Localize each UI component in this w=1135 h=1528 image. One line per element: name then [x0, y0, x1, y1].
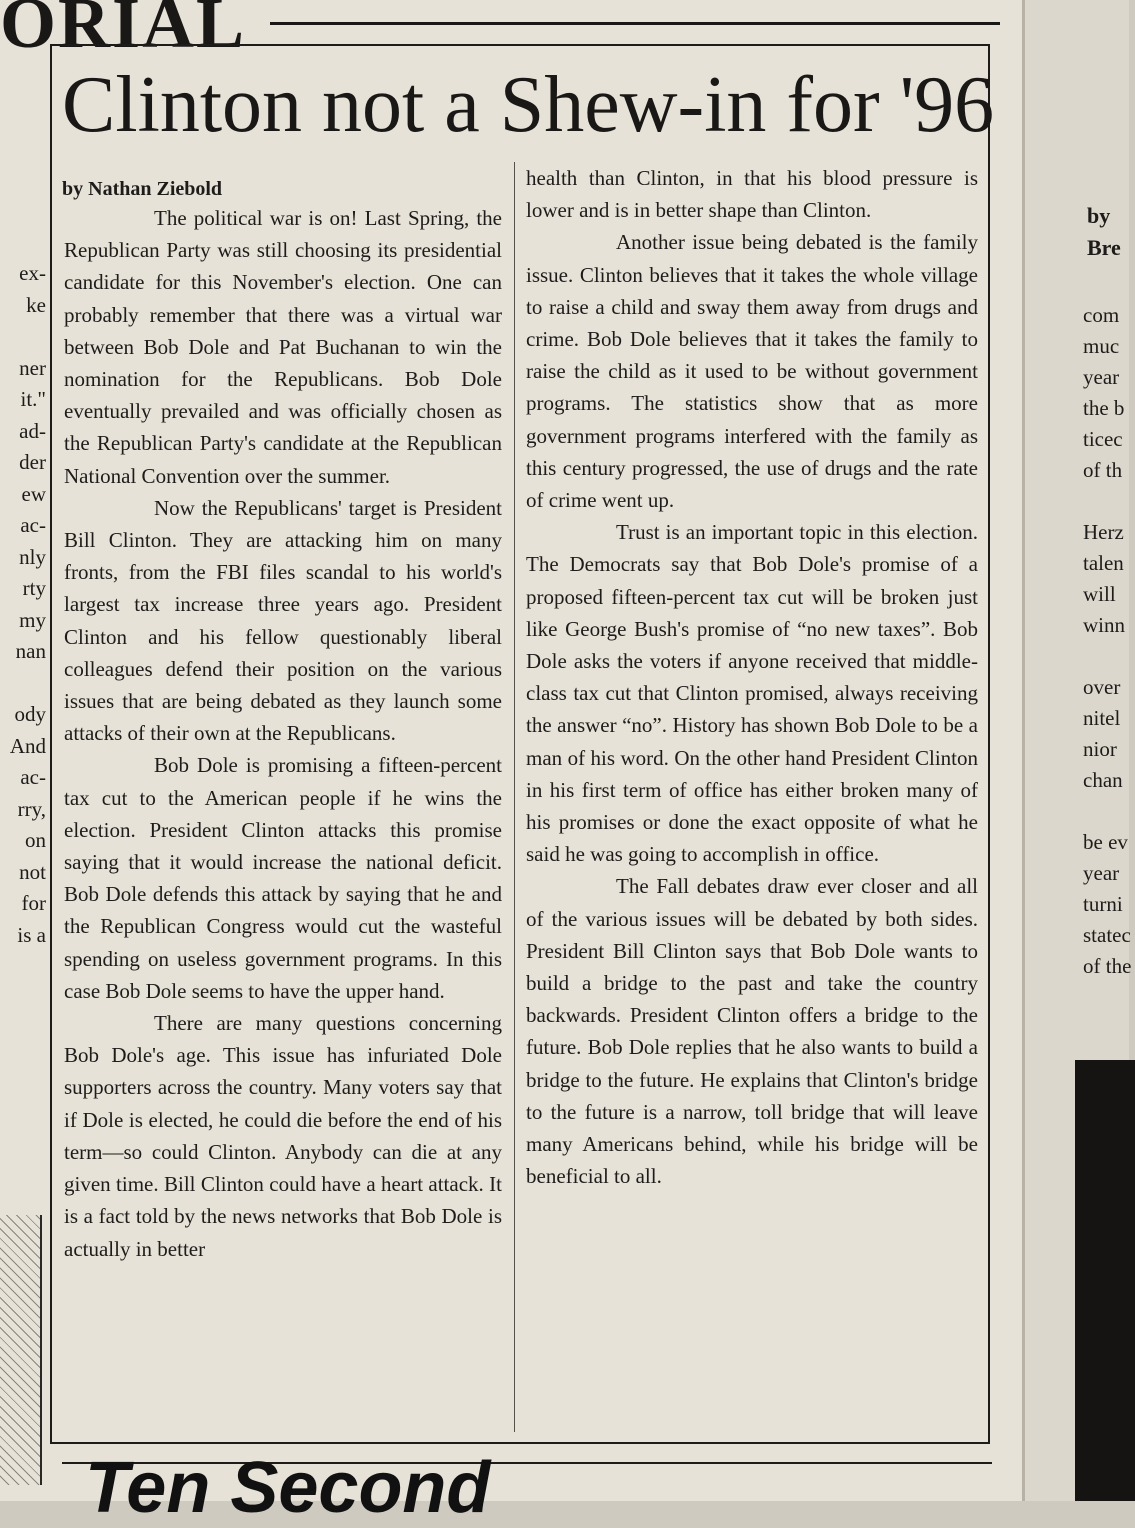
text-fragment	[1083, 486, 1131, 517]
text-fragment: it."	[20, 387, 46, 411]
text-fragment: turni	[1083, 892, 1123, 916]
text-fragment: statec	[1083, 923, 1131, 947]
text-fragment: of the	[1083, 954, 1132, 978]
text-fragment: over	[1083, 675, 1121, 699]
text-fragment: rry,	[17, 796, 46, 821]
text-fragment: on	[25, 828, 46, 852]
text-fragment: is a	[17, 922, 46, 947]
text-fragment: ke	[26, 292, 46, 317]
text-fragment: chan	[1083, 768, 1123, 792]
text-fragment: ticec	[1083, 427, 1123, 451]
right-page-photo-block	[1075, 1060, 1135, 1501]
text-fragment: ac-	[20, 513, 46, 537]
text-fragment: nitel	[1083, 706, 1121, 730]
text-fragment	[1083, 641, 1131, 672]
text-fragment: talen	[1083, 551, 1124, 575]
text-fragment: com	[1083, 303, 1120, 327]
text-fragment: the b	[1083, 396, 1125, 420]
text-fragment	[0, 668, 46, 700]
text-fragment: muc	[1083, 334, 1120, 358]
masthead-fragment: ORIAL	[0, 0, 247, 63]
paragraph: There are many questions concerning Bob Dole's age. This issue has infuriated Dole supporters across the country. Many voters say that if Dole is elected, he could die before the end of his term—so could Clinton. Anybody can die at any given time. Bill Clinton could have a heart attack. It is a fact told by the news networks that Bob Dole is actually in better	[64, 1011, 502, 1261]
paragraph: Now the Republicans' target is President Bill Clinton. They are attacking him on many fronts, from the FBI files scandal to his world's largest tax increase three years ago. President Clinton and his fellow questionably liberal colleagues defend their position on the various issues that are being debated as they launch some attacks of their own at the Republicans.	[64, 495, 502, 746]
text-fragment: And	[9, 733, 46, 758]
text-fragment: ad-	[19, 418, 46, 443]
text-fragment: winn	[1083, 613, 1125, 637]
text-fragment: der	[19, 450, 46, 474]
text-fragment: year	[1083, 861, 1120, 885]
text-fragment: year	[1083, 365, 1120, 389]
article-headline: Clinton not a Shew-in for '96	[62, 61, 995, 149]
next-article-headline: Ten Second	[85, 1448, 491, 1528]
right-page-fragments	[1083, 300, 1131, 982]
text-fragment: ner	[19, 355, 46, 380]
text-fragment: nior	[1083, 737, 1117, 761]
text-fragment: rty	[22, 576, 46, 600]
text-fragment: ac-	[20, 765, 46, 789]
text-fragment: ody	[14, 702, 46, 726]
paragraph: The political war is on! Last Spring, the Republican Party was still choosing its presidential candidate for this November's election. One can probably remember that there was a virtual war between Bob Dole and Pat Buchanan to win the nomination for the Republicans. Bob Dole eventually prevailed and was officially chosen as the Republican Party's candidate at the Republican National Convention over the summer.	[64, 206, 502, 488]
text-fragment: for	[21, 891, 46, 915]
text-fragment: my	[19, 607, 46, 632]
right-page-byline: by Bre	[1087, 203, 1121, 260]
paragraph: Trust is an important topic in this election. The Democrats say that Bob Dole's promise of a proposed fifteen-percent tax cut will be broken just like George Bush's promise of “no new taxes”. Bob Dole asks the voters if anyone received that middle-class tax cut that Clinton promised, always receiving the answer “no”. History has shown Bob Dole to be a man of his word. On the other hand President Clinton in his first term of office has either broken many of his promises or done the exact opposite of what he said he was going to accomplish in office.	[526, 520, 978, 867]
article-byline: by Nathan Ziebold	[62, 178, 223, 200]
text-fragment	[0, 321, 46, 353]
text-fragment: not	[19, 859, 46, 884]
article-column-right	[526, 162, 978, 1193]
text-fragment: Herz	[1083, 520, 1124, 544]
text-fragment: will	[1083, 582, 1116, 606]
right-newspaper-page	[1022, 0, 1132, 1501]
paragraph-continuation: health than Clinton, in that his blood pressure is lower and is in better shape than Clinton.	[526, 166, 978, 223]
text-fragment: ex-	[19, 261, 46, 285]
adjacent-illustration	[0, 1215, 42, 1485]
text-fragment	[1083, 796, 1131, 827]
text-fragment: nly	[19, 544, 46, 569]
column-divider	[514, 162, 515, 1432]
text-fragment: nan	[15, 639, 46, 663]
text-fragment: be ev	[1083, 830, 1128, 854]
masthead-rule	[270, 22, 1000, 25]
paragraph: Another issue being debated is the family issue. Clinton believes that it takes the whole village to raise a child and sway them away from drugs and crime. Bob Dole believes that it takes the family to raise the child as it used to be without government programs. The statistics show that as more government programs interfered with the family as this century progressed, the use of drugs and the rate of crime went up.	[526, 230, 978, 513]
article-column-left	[64, 202, 502, 1265]
paragraph: Bob Dole is promising a fifteen-percent tax cut to the American people if he wins the election. President Clinton attacks this promise saying that it would increase the national deficit. Bob Dole defends this attack by saying that he and the Republican Congress would cut the wasteful spending on useless government programs. In this case Bob Dole seems to have the upper hand.	[64, 753, 502, 1003]
paragraph: The Fall debates draw ever closer and all of the various issues will be debated by both sides. President Bill Clinton says that Bob Dole wants to build a bridge to the past and take the country backwards. President Clinton offers a bridge to the future. Bob Dole replies that he also wants to build a bridge to the future. He explains that Clinton's bridge to the future is a narrow, toll bridge that will leave many Americans behind, while his bridge will be beneficial to all.	[526, 874, 978, 1189]
text-fragment: ew	[21, 481, 46, 506]
text-fragment: of th	[1083, 458, 1123, 482]
adjacent-column-fragments	[0, 258, 46, 951]
